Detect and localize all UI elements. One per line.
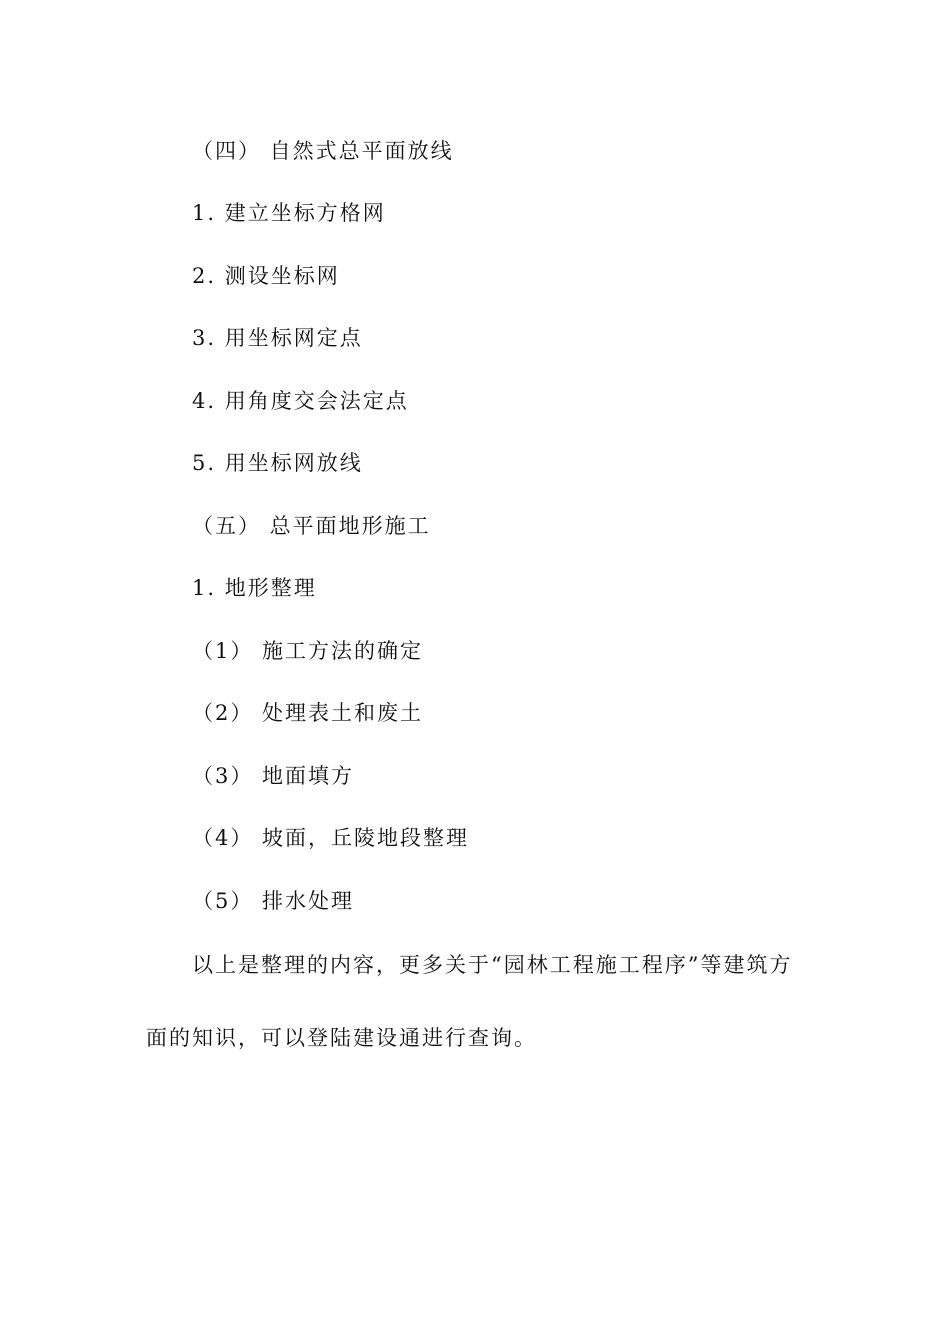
closing-paragraph-line1: 以上是整理的内容，更多关于“园林工程施工程序”等建筑方: [192, 953, 793, 977]
list-item: 5. 用坐标网放线: [192, 451, 363, 475]
closing-paragraph-line2: 面的知识，可以登陆建设通进行查询。: [146, 1026, 537, 1050]
sub-item: （3） 地面填方: [192, 764, 355, 788]
list-item: 1. 建立坐标方格网: [192, 201, 386, 225]
section-heading-5: （五） 总平面地形施工: [192, 514, 431, 538]
list-item: 2. 测设坐标网: [192, 264, 340, 288]
sub-item: （5） 排水处理: [192, 889, 355, 913]
list-item: 1. 地形整理: [192, 576, 317, 600]
list-item: 4. 用角度交会法定点: [192, 389, 409, 413]
list-item: 3. 用坐标网定点: [192, 326, 363, 350]
sub-item: （2） 处理表土和废土: [192, 701, 424, 725]
sub-item: （1） 施工方法的确定: [192, 639, 424, 663]
sub-item: （4） 坡面，丘陵地段整理: [192, 826, 470, 850]
section-heading-4: （四） 自然式总平面放线: [192, 139, 454, 163]
